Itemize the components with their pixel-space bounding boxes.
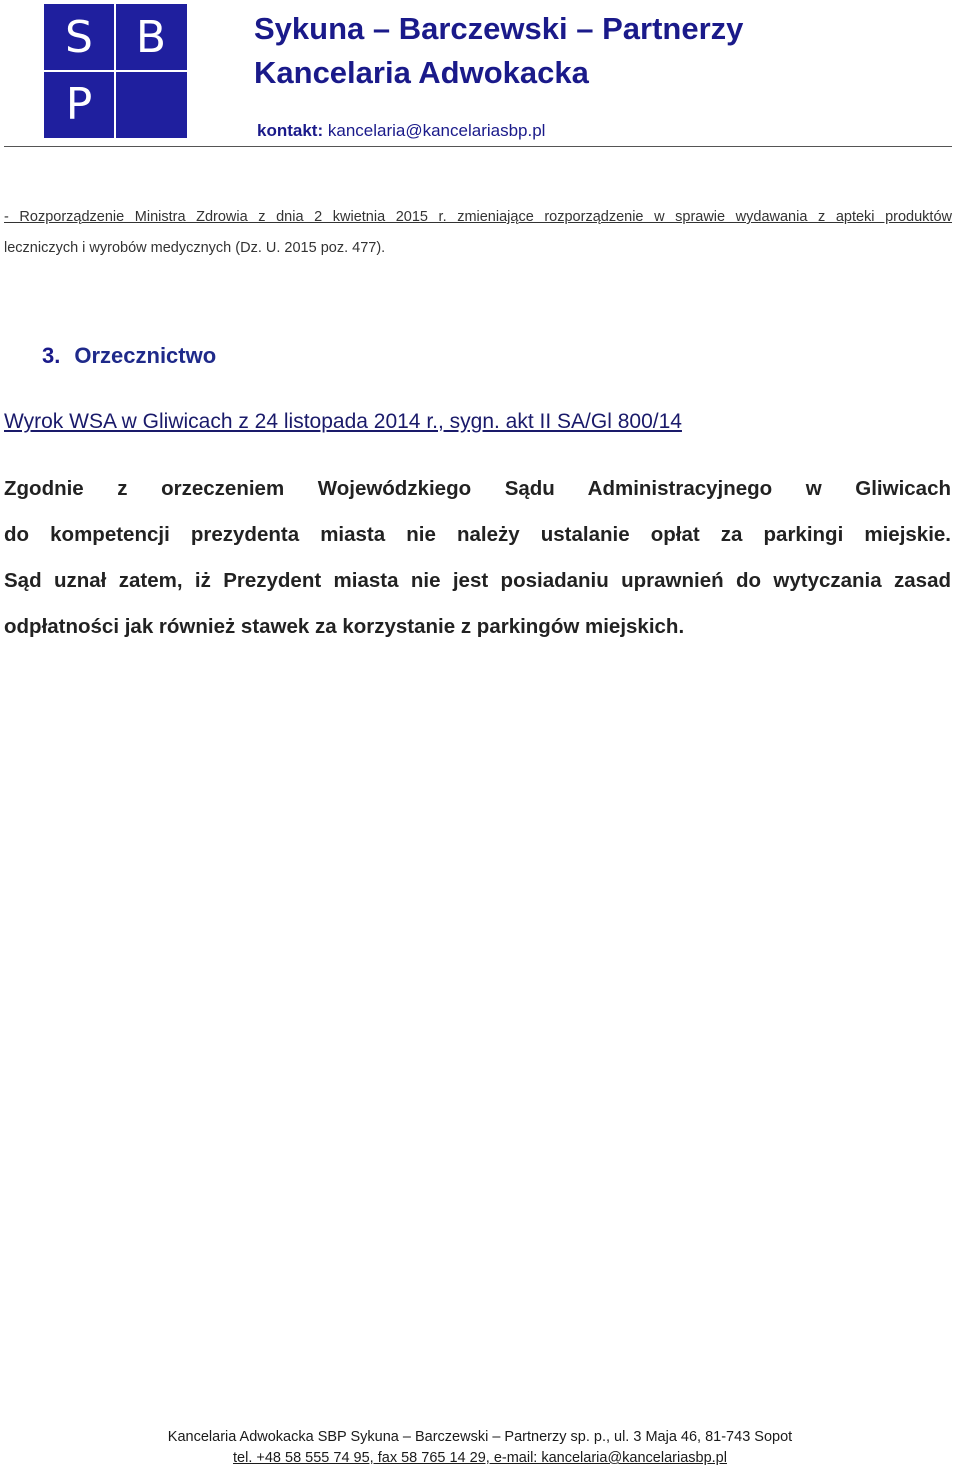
footer-contact: tel. +48 58 555 74 95, fax 58 765 14 29, e-mail: kancelaria@kancelariasbp.pl <box>233 1450 727 1466</box>
body-line-3: Sąd uznał zatem, iż Prezydent miasta nie jest posiadaniu uprawnień do wytyczania zasad <box>4 569 951 592</box>
regulation-line-2: leczniczych i wyrobów medycznych (Dz. U. 2015 poz. 477). <box>4 240 386 256</box>
body-line-4: odpłatności jak również stawek za korzystanie z parkingów miejskich. <box>4 615 685 638</box>
section-heading <box>42 343 216 369</box>
section-number: 3. <box>42 343 61 368</box>
regulation-line-1: - Rozporządzenie Ministra Zdrowia z dnia 2 kwietnia 2015 r. zmieniające rozporządzenie w sprawie wydawania z apteki produktów <box>4 209 952 225</box>
logo-letter-b: B <box>135 12 167 63</box>
footer-address: Kancelaria Adwokacka SBP Sykuna – Barczewski – Partnerzy sp. p., ul. 3 Maja 46, 81-743 Sopot <box>167 1429 793 1445</box>
contact-label: kontakt: <box>257 121 324 140</box>
judgment-title: Wyrok WSA w Gliwicach z 24 listopada 2014 r., sygn. akt II SA/Gl 800/14 <box>4 410 682 433</box>
logo-letter-s: S <box>65 12 93 63</box>
header-contact <box>257 121 545 141</box>
section-title: Orzecznictwo <box>74 343 217 368</box>
logo-letter-p: P <box>65 79 93 130</box>
sbp-logo <box>44 4 187 138</box>
contact-email-link[interactable]: kancelaria@kancelariasbp.pl <box>327 121 546 140</box>
firm-name: Sykuna – Barczewski – Partnerzy <box>254 11 744 46</box>
body-line-2: do kompetencji prezydenta miasta nie należy ustalanie opłat za parkingi miejskie. <box>4 523 951 546</box>
firm-subtitle: Kancelaria Adwokacka <box>254 55 589 90</box>
logo-divider-horizontal <box>44 70 187 72</box>
header-divider <box>4 146 952 147</box>
body-line-1: Zgodnie z orzeczeniem Wojewódzkiego Sądu Administracyjnego w Gliwicach <box>4 477 951 500</box>
